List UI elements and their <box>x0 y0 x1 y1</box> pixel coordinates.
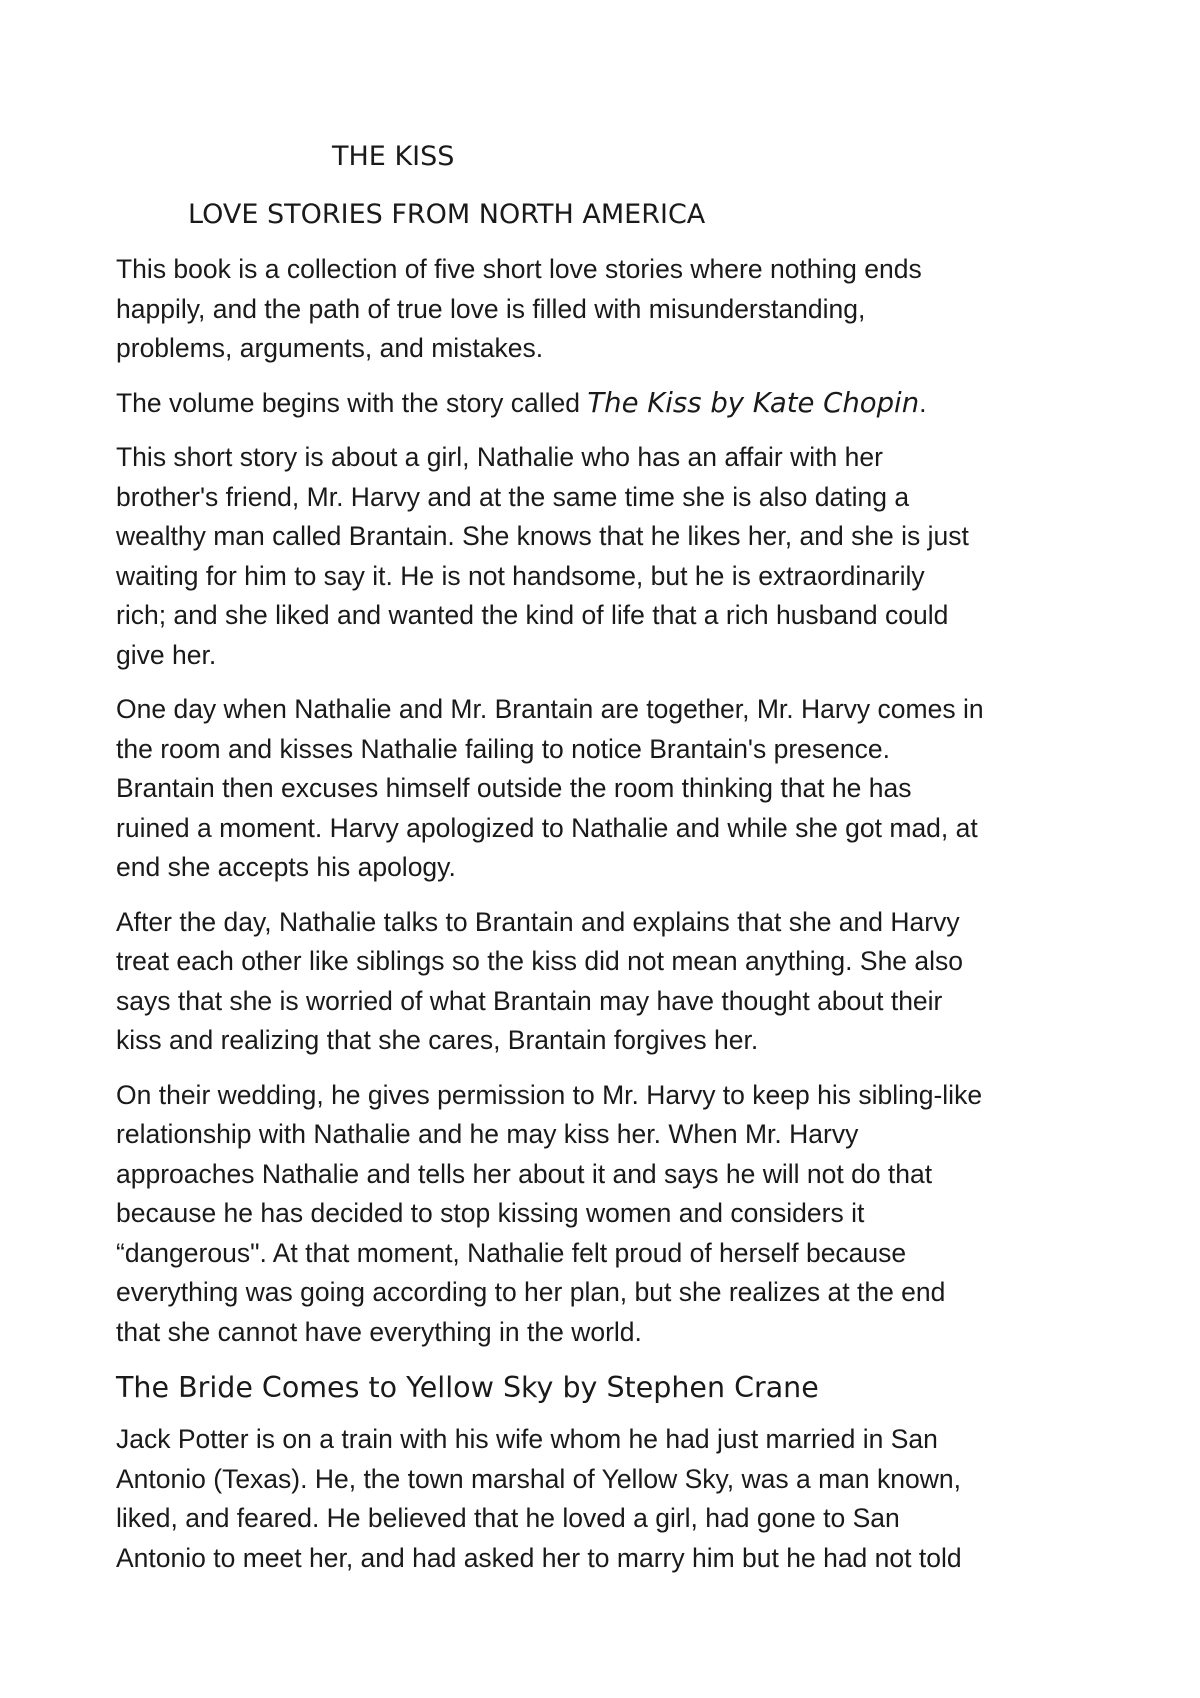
text-line: On their wedding, he gives permission to Mr. Harvy to keep his sibling-like <box>116 1079 983 1110</box>
text-line: One day when Nathalie and Mr. Brantain are together, Mr. Harvy comes in <box>116 694 984 724</box>
text-line: relationship with Nathalie and he may kiss her. When Mr. Harvy <box>116 1119 859 1149</box>
text-line: rich; and she liked and wanted the kind of life that a rich husband could <box>116 600 949 630</box>
intro-paragraph <box>116 250 1100 369</box>
text-line: This short story is about a girl, Nathalie who has an affair with her <box>116 442 883 472</box>
story-paragraph <box>116 1076 1100 1353</box>
text-line: ruined a moment. Harvy apologized to Nathalie and while she got mad, at <box>116 812 978 843</box>
text-line: waiting for him to say it. He is not handsome, but he is extraordinarily <box>116 560 925 591</box>
text-line: approaches Nathalie and tells her about it and says he will not do that <box>116 1158 933 1189</box>
document-body <box>116 250 1100 1593</box>
document-title: THE KISS <box>332 141 455 172</box>
text-line: because he has decided to stop kissing women and considers it <box>116 1198 865 1228</box>
section-heading: The Bride Comes to Yellow Sky by Stephen Crane <box>116 1371 819 1404</box>
text-line: Antonio to meet her, and had asked her to marry him but he had not told <box>116 1542 962 1573</box>
text-line: says that she is worried of what Brantain may have thought about their <box>116 985 943 1016</box>
text-line: “dangerous". At that moment, Nathalie felt proud of herself because <box>116 1237 907 1268</box>
text-line: problems, arguments, and mistakes. <box>116 333 544 363</box>
text-line: the room and kisses Nathalie failing to notice Brantain's presence. <box>116 733 890 764</box>
text-line: This book is a collection of five short love stories where nothing ends <box>116 254 922 284</box>
text-line: happily, and the path of true love is filled with misunderstanding, <box>116 293 866 324</box>
story-paragraph <box>116 903 1100 1061</box>
text-line: treat each other like siblings so the kiss did not mean anything. She also <box>116 946 964 976</box>
text-line: end she accepts his apology. <box>116 852 456 882</box>
volume-prefix: The volume begins with the story called <box>116 387 588 418</box>
text-line: Antonio (Texas). He, the town marshal of Yellow Sky, was a man known, <box>116 1463 961 1494</box>
text-line: Brantain then excuses himself outside the room thinking that he has <box>116 773 912 803</box>
volume-suffix: . <box>919 387 927 418</box>
text-line: that she cannot have everything in the world. <box>116 1316 642 1347</box>
text-line: wealthy man called Brantain. She knows that he likes her, and she is just <box>116 521 969 551</box>
story-title-italic: The Kiss by Kate Chopin <box>587 386 920 419</box>
text-line: give her. <box>116 639 217 670</box>
story-paragraph <box>116 1420 1100 1578</box>
volume-paragraph <box>116 384 1100 424</box>
text-line: After the day, Nathalie talks to Brantain and explains that she and Harvy <box>116 906 960 937</box>
text-line: brother's friend, Mr. Harvy and at the same time she is also dating a <box>116 481 910 512</box>
story-paragraph <box>116 690 1100 888</box>
text-line: kiss and realizing that she cares, Brantain forgives her. <box>116 1025 759 1055</box>
text-line: liked, and feared. He believed that he loved a girl, had gone to San <box>116 1503 900 1533</box>
document-page <box>116 0 1100 1698</box>
story-paragraph <box>116 438 1100 675</box>
text-line: Jack Potter is on a train with his wife whom he had just married in San <box>116 1424 938 1454</box>
text-line: everything was going according to her plan, but she realizes at the end <box>116 1277 946 1307</box>
document-subtitle: LOVE STORIES FROM NORTH AMERICA <box>188 199 706 230</box>
